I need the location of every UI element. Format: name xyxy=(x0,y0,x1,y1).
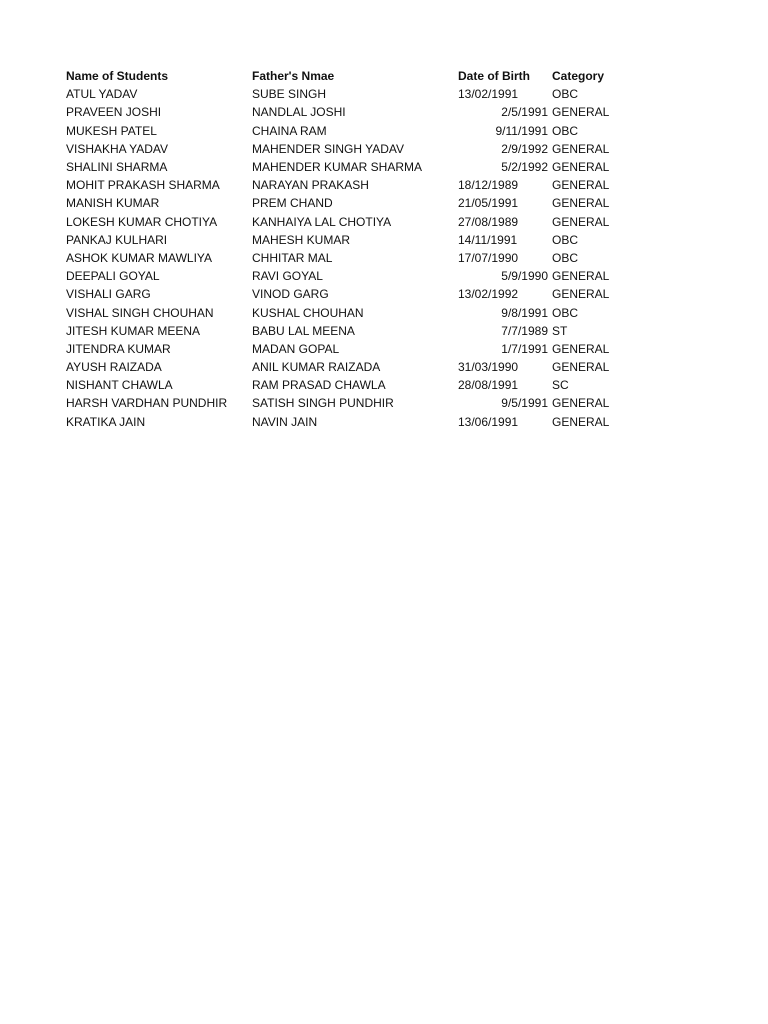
father-name-cell: NARAYAN PRAKASH xyxy=(252,178,369,193)
header-name-of-students: Name of Students xyxy=(66,69,169,84)
student-name-cell: VISHAKHA YADAV xyxy=(66,141,169,156)
father-name-cell: ANIL KUMAR RAIZADA xyxy=(252,360,381,375)
category-cell: GENERAL xyxy=(552,341,610,356)
date-of-birth-cell: 17/07/1990 xyxy=(458,250,519,265)
table-row xyxy=(66,249,618,267)
table-row xyxy=(66,267,618,285)
father-name-cell: CHAINA RAM xyxy=(252,123,327,138)
student-name-cell: HARSH VARDHAN PUNDHIR xyxy=(66,396,228,411)
date-of-birth-cell: 9/8/1991 xyxy=(501,305,548,320)
student-name-cell: PRAVEEN JOSHI xyxy=(66,105,162,120)
student-name-cell: JITESH KUMAR MEENA xyxy=(66,323,201,338)
table-row xyxy=(66,194,618,212)
table-header-row xyxy=(66,67,618,85)
date-of-birth-cell: 13/02/1992 xyxy=(458,287,519,302)
father-name-cell: PREM CHAND xyxy=(252,196,333,211)
category-cell: OBC xyxy=(552,232,579,247)
date-of-birth-cell: 31/03/1990 xyxy=(458,360,519,375)
table-body xyxy=(66,85,618,431)
header-fathers-name: Father's Nmae xyxy=(252,69,335,84)
student-name-cell: LOKESH KUMAR CHOTIYA xyxy=(66,214,218,229)
student-name-cell: ATUL YADAV xyxy=(66,87,138,102)
student-name-cell: MUKESH PATEL xyxy=(66,123,157,138)
category-cell: GENERAL xyxy=(552,287,610,302)
date-of-birth-cell: 9/11/1991 xyxy=(495,123,548,138)
father-name-cell: NANDLAL JOSHI xyxy=(252,105,346,120)
category-cell: GENERAL xyxy=(552,141,610,156)
category-cell: GENERAL xyxy=(552,196,610,211)
father-name-cell: NAVIN JAIN xyxy=(252,414,318,429)
table-row xyxy=(66,85,618,103)
category-cell: GENERAL xyxy=(552,414,610,429)
date-of-birth-cell: 28/08/1991 xyxy=(458,378,519,393)
student-name-cell: AYUSH RAIZADA xyxy=(66,360,162,375)
category-cell: OBC xyxy=(552,250,579,265)
father-name-cell: KANHAIYA LAL CHOTIYA xyxy=(252,214,392,229)
father-name-cell: SUBE SINGH xyxy=(252,87,327,102)
student-name-cell: MOHIT PRAKASH SHARMA xyxy=(66,178,220,193)
father-name-cell: MAHENDER SINGH YADAV xyxy=(252,141,405,156)
father-name-cell: RAVI GOYAL xyxy=(252,269,323,284)
date-of-birth-cell: 2/5/1991 xyxy=(501,105,548,120)
student-name-cell: NISHANT CHAWLA xyxy=(66,378,173,393)
student-name-cell: MANISH KUMAR xyxy=(66,196,160,211)
date-of-birth-cell: 5/9/1990 xyxy=(501,269,548,284)
father-name-cell: BABU LAL MEENA xyxy=(252,323,355,338)
father-name-cell: MAHENDER KUMAR SHARMA xyxy=(252,160,423,175)
table-row xyxy=(66,122,618,140)
date-of-birth-cell: 7/7/1989 xyxy=(501,323,548,338)
category-cell: GENERAL xyxy=(552,269,610,284)
table-row xyxy=(66,376,618,394)
date-of-birth-cell: 2/9/1992 xyxy=(501,141,548,156)
date-of-birth-cell: 13/06/1991 xyxy=(458,414,519,429)
category-cell: GENERAL xyxy=(552,214,610,229)
table-row xyxy=(66,303,618,321)
table-row xyxy=(66,394,618,412)
table-row xyxy=(66,140,618,158)
student-name-cell: DEEPALI GOYAL xyxy=(66,269,160,284)
category-cell: GENERAL xyxy=(552,360,610,375)
father-name-cell: KUSHAL CHOUHAN xyxy=(252,305,364,320)
date-of-birth-cell: 14/11/1991 xyxy=(458,232,518,247)
table-row xyxy=(66,322,618,340)
category-cell: OBC xyxy=(552,305,579,320)
father-name-cell: SATISH SINGH PUNDHIR xyxy=(252,396,394,411)
category-cell: SC xyxy=(552,378,569,393)
table-row xyxy=(66,176,618,194)
category-cell: GENERAL xyxy=(552,105,610,120)
student-name-cell: PANKAJ KULHARI xyxy=(66,232,168,247)
category-cell: ST xyxy=(552,323,568,338)
table-row xyxy=(66,413,618,431)
date-of-birth-cell: 5/2/1992 xyxy=(501,160,548,175)
date-of-birth-cell: 21/05/1991 xyxy=(458,196,519,211)
father-name-cell: VINOD GARG xyxy=(252,287,329,302)
category-cell: OBC xyxy=(552,123,579,138)
date-of-birth-cell: 13/02/1991 xyxy=(458,87,519,102)
category-cell: GENERAL xyxy=(552,160,610,175)
table-row xyxy=(66,231,618,249)
student-name-cell: KRATIKA JAIN xyxy=(66,414,146,429)
father-name-cell: MAHESH KUMAR xyxy=(252,232,351,247)
date-of-birth-cell: 9/5/1991 xyxy=(501,396,548,411)
header-category: Category xyxy=(552,69,605,84)
table-row xyxy=(66,213,618,231)
student-name-cell: ASHOK KUMAR MAWLIYA xyxy=(66,250,213,265)
father-name-cell: RAM PRASAD CHAWLA xyxy=(252,378,386,393)
header-date-of-birth: Date of Birth xyxy=(458,69,530,84)
category-cell: OBC xyxy=(552,87,579,102)
student-name-cell: JITENDRA KUMAR xyxy=(66,341,171,356)
table-row xyxy=(66,285,618,303)
father-name-cell: MADAN GOPAL xyxy=(252,341,340,356)
student-name-cell: VISHALI GARG xyxy=(66,287,151,302)
student-name-cell: SHALINI SHARMA xyxy=(66,160,168,175)
date-of-birth-cell: 1/7/1991 xyxy=(501,341,548,356)
student-table xyxy=(66,67,618,431)
table-row xyxy=(66,103,618,121)
father-name-cell: CHHITAR MAL xyxy=(252,250,333,265)
date-of-birth-cell: 27/08/1989 xyxy=(458,214,519,229)
category-cell: GENERAL xyxy=(552,396,610,411)
table-row xyxy=(66,158,618,176)
table-row xyxy=(66,340,618,358)
category-cell: GENERAL xyxy=(552,178,610,193)
student-name-cell: VISHAL SINGH CHOUHAN xyxy=(66,305,214,320)
date-of-birth-cell: 18/12/1989 xyxy=(458,178,519,193)
table-row xyxy=(66,358,618,376)
